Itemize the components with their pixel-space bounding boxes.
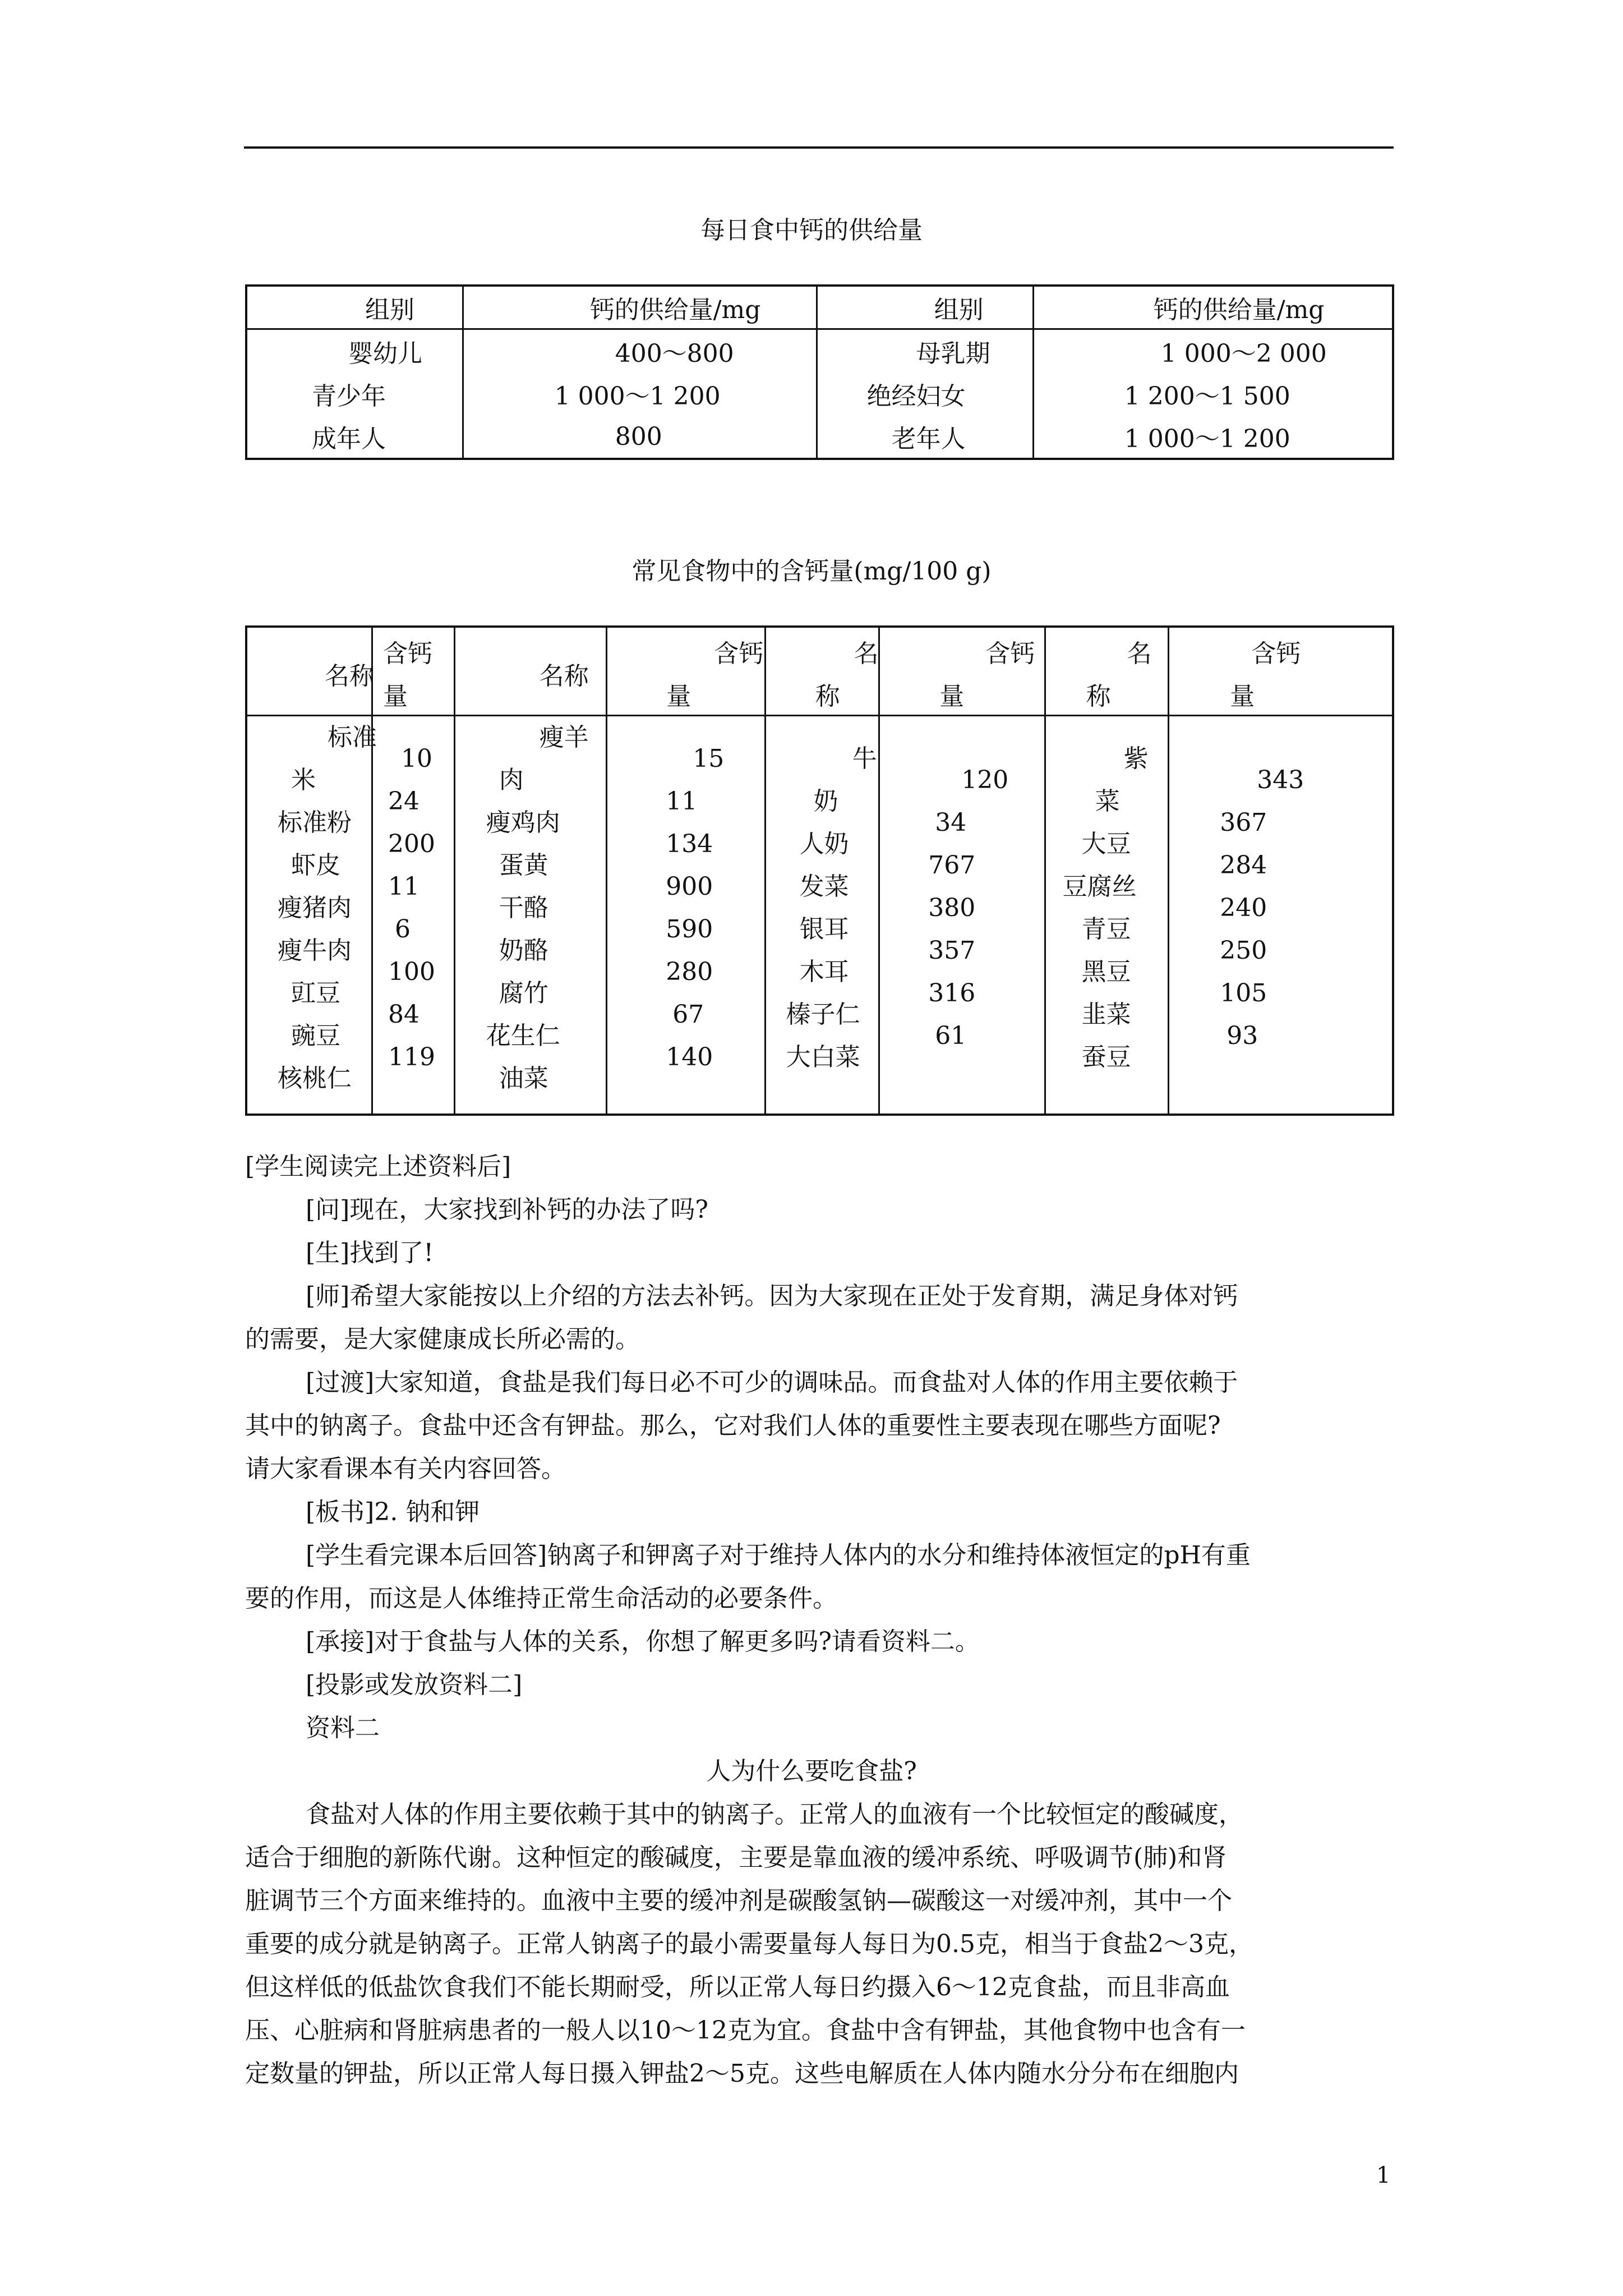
list-item: 干酪 [499,893,548,922]
list-item: 大豆 [1081,829,1131,858]
header-name-label: 名 [854,639,879,668]
supply-cell: 1 000～2 000 [1033,329,1393,373]
body-paragraph: 压、心脏病和肾脏病患者的一般人以10～12克为宜。食盐中含有钾盐，其他食物中也含有一 [245,2016,1246,2045]
list-item: 11 [388,872,420,901]
calcium-value-column [879,715,1045,1115]
section-heading: 人为什么要吃食盐? [706,1757,917,1786]
body-paragraph: [学生看完课本后回答]钠离子和钾离子对于维持人体内的水分和维持体液恒定的pH有重 [306,1541,1251,1570]
list-item: 肉 [499,765,524,794]
table-header-row [246,286,1393,329]
list-item: 牛 [852,744,877,773]
header-cell: 组别 [246,286,463,329]
header-cell [1045,627,1169,715]
calcium-supply-table [245,284,1394,460]
list-item: 瘦猪肉 [278,893,352,922]
header-cell: 组别 [817,286,1033,329]
header-cell [879,627,1045,715]
list-item: 767 [928,850,976,880]
list-item: 韭菜 [1081,1000,1131,1029]
list-item: 34 [935,808,967,837]
list-item: 900 [666,872,713,901]
table-row [246,415,1393,459]
list-item: 花生仁 [486,1021,560,1050]
list-item: 奶 [813,786,838,816]
list-item: 米 [291,765,316,794]
table-header-row [246,627,1393,715]
list-item: 榛子仁 [786,1000,860,1029]
list-item: 豌豆 [291,1021,340,1050]
header-cell [372,627,455,715]
list-item: 发菜 [799,872,849,901]
list-item: 油菜 [499,1064,548,1093]
body-paragraph: [学生阅读完上述资料后] [245,1152,511,1181]
header-cell [607,627,765,715]
header-cell [246,627,372,715]
list-item: 61 [935,1021,967,1050]
list-item: 590 [666,914,713,944]
supply-cell: 1 000～1 200 [1033,415,1393,459]
header-cell [1169,627,1393,715]
body-paragraph: 要的作用，而这是人体维持正常生命活动的必要条件。 [245,1584,837,1613]
list-item: 100 [388,957,436,986]
body-paragraph: 其中的钠离子。食盐中还含有钾盐。那么，它对我们人体的重要性主要表现在哪些方面呢? [245,1411,1221,1440]
header-amount-label: 含钙 [1251,639,1301,668]
list-item: 紫 [1123,744,1149,773]
header-name-label: 称 [1086,682,1111,711]
group-cell: 青少年 [246,372,463,415]
list-item: 瘦鸡肉 [486,808,560,837]
list-item: 瘦牛肉 [278,936,352,965]
list-item: 奶酪 [499,936,548,965]
list-item: 240 [1220,893,1267,922]
table-row [246,329,1393,373]
list-item: 瘦羊 [539,723,589,752]
list-item: 343 [1257,765,1304,794]
supply-cell: 1 000～1 200 [463,372,817,415]
body-paragraph: [承接]对于食盐与人体的关系，你想了解更多吗?请看资料二。 [306,1627,980,1656]
list-item: 200 [388,829,436,858]
list-item: 6 [395,914,411,944]
list-item: 人奶 [799,829,849,858]
list-item: 蛋黄 [499,850,548,880]
header-amount-label: 量 [666,682,691,711]
calcium-value-column [372,715,455,1115]
list-item: 134 [666,829,713,858]
body-paragraph: [师]希望大家能按以上介绍的方法去补钙。因为大家现在正处于发育期，满足身体对钙 [306,1282,1238,1310]
body-paragraph: 重要的成分就是钠离子。正常人钠离子的最小需要量每人每日为0.5克，相当于食盐2～3克， [245,1930,1253,1958]
food-name-column [1045,715,1169,1115]
header-name-label: 名称 [325,662,374,691]
header-amount-label: 含钙 [985,639,1035,668]
header-rule [244,146,1394,149]
list-item: 银耳 [799,914,849,944]
calcium-value-column [1169,715,1393,1115]
list-item: 284 [1220,850,1267,880]
group-cell: 母乳期 [817,329,1033,373]
food-name-column [454,715,606,1115]
list-item: 280 [666,957,713,986]
table-row [246,372,1393,415]
list-item: 11 [666,786,698,816]
list-item: 120 [961,765,1009,794]
list-item: 豇豆 [291,978,340,1007]
header-amount-label: 量 [939,682,965,711]
list-item: 虾皮 [291,850,340,880]
body-paragraph: 的需要，是大家健康成长所必需的。 [245,1325,640,1354]
group-cell: 成年人 [246,415,463,459]
list-item: 黑豆 [1081,957,1131,986]
list-item: 10 [401,744,433,773]
header-amount-label: 量 [383,682,408,711]
body-paragraph: 脏调节三个方面来维持的。血液中主要的缓冲剂是碳酸氢钠—碳酸这一对缓冲剂，其中一个 [245,1887,1232,1915]
header-amount-label: 含钙 [383,639,433,668]
list-item: 腐竹 [499,978,548,1007]
list-item: 标准 [328,723,377,752]
body-paragraph: [生]找到了! [306,1239,434,1267]
header-cell: 钙的供给量/mg [1033,286,1393,329]
calcium-value-column [607,715,765,1115]
supply-cell: 800 [463,415,817,459]
list-item: 316 [928,978,976,1007]
supply-cell: 400～800 [463,329,817,373]
list-item: 标准粉 [278,808,352,837]
body-paragraph: 资料二 [306,1714,380,1742]
list-item: 140 [666,1042,713,1071]
list-item: 357 [928,936,976,965]
list-item: 84 [388,1000,420,1029]
body-paragraph: 但这样低的低盐饮食我们不能长期耐受，所以正常人每日约摄入6～12克食盐，而且非高血 [245,1973,1230,2001]
table-body-row [246,715,1393,1115]
list-item: 大白菜 [786,1042,860,1071]
list-item: 15 [693,744,725,773]
header-cell [765,627,879,715]
table2-title: 常见食物中的含钙量(mg/100 g) [631,557,992,586]
list-item: 250 [1220,936,1267,965]
list-item: 367 [1220,808,1267,837]
supply-cell: 1 200～1 500 [1033,372,1393,415]
table1-title: 每日食中钙的供给量 [700,216,923,245]
list-item: 木耳 [799,957,849,986]
header-cell: 钙的供给量/mg [463,286,817,329]
list-item: 核桃仁 [278,1064,352,1093]
body-paragraph: 定数量的钾盐，所以正常人每日摄入钾盐2～5克。这些电解质在人体内随水分分布在细胞内 [245,2059,1239,2088]
body-paragraph: 适合于细胞的新陈代谢。这种恒定的酸碱度，主要是靠血液的缓冲系统、呼吸调节(肺)和肾 [245,1843,1227,1872]
food-calcium-table [245,625,1394,1116]
body-paragraph: [板书]2. 钠和钾 [306,1498,480,1526]
body-paragraph: 请大家看课本有关内容回答。 [245,1455,566,1483]
body-paragraph: [过渡]大家知道，食盐是我们每日必不可少的调味品。而食盐对人体的作用主要依赖于 [306,1368,1238,1397]
list-item: 119 [388,1042,436,1071]
body-paragraph: [问]现在，大家找到补钙的办法了吗? [306,1195,708,1224]
page-number: 1 [1376,2162,1391,2188]
list-item: 67 [672,1000,704,1029]
header-name-label: 名 [1127,639,1152,668]
list-item: 93 [1227,1021,1258,1050]
header-cell [454,627,606,715]
group-cell: 绝经妇女 [817,372,1033,415]
list-item: 105 [1220,978,1267,1007]
list-item: 380 [928,893,976,922]
list-item: 青豆 [1081,914,1131,944]
group-cell: 老年人 [817,415,1033,459]
list-item: 蚕豆 [1081,1042,1131,1071]
body-paragraph: [投影或发放资料二] [306,1671,523,1699]
header-name-label: 称 [815,682,840,711]
group-cell: 婴幼儿 [246,329,463,373]
header-amount-label: 量 [1230,682,1255,711]
food-name-column [765,715,879,1115]
header-amount-label: 含钙 [714,639,764,668]
food-name-column [246,715,377,1115]
list-item: 豆腐丝 [1062,872,1137,901]
header-name-label: 名称 [539,662,589,691]
list-item: 24 [388,786,420,816]
list-item: 菜 [1095,786,1120,816]
body-paragraph: 食盐对人体的作用主要依赖于其中的钠离子。正常人的血液有一个比较恒定的酸碱度， [306,1800,1243,1829]
